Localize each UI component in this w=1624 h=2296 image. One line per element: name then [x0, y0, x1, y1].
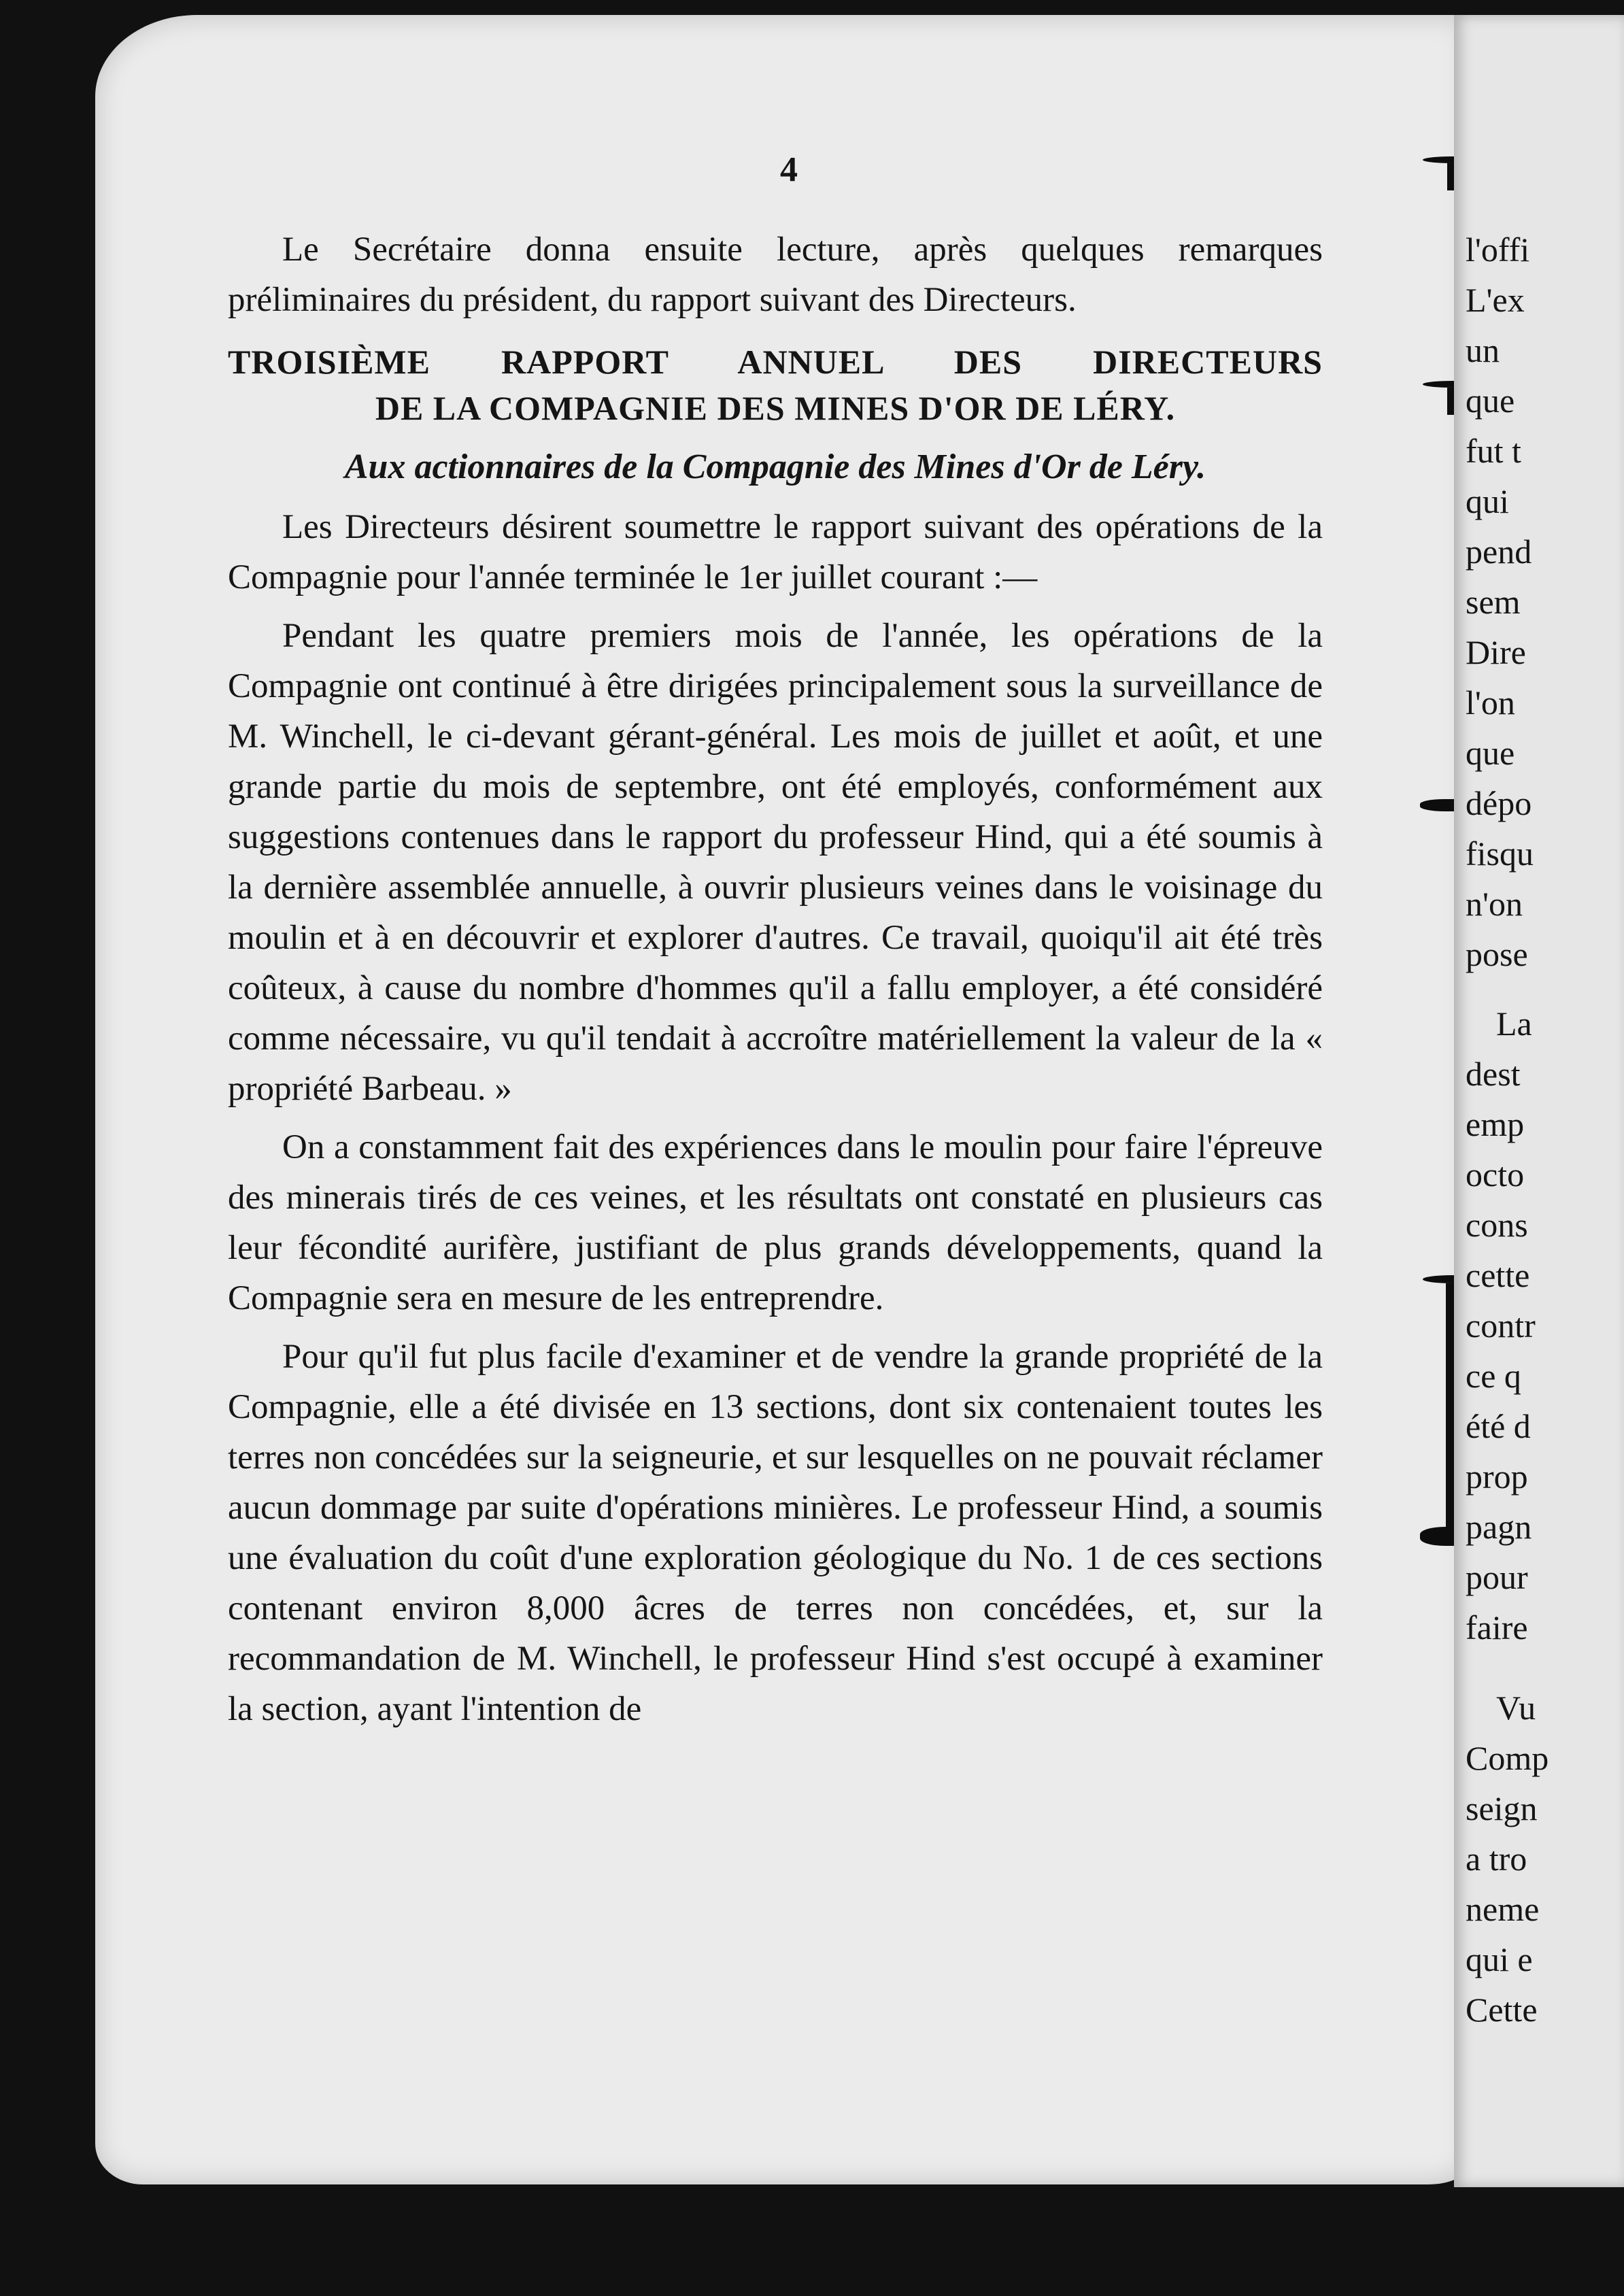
right-page-line: a tro — [1466, 1840, 1527, 1878]
right-page-line: cons — [1466, 1206, 1528, 1244]
right-page-line: faire — [1466, 1608, 1528, 1647]
right-page-line: que — [1466, 382, 1515, 420]
right-page-line: octo — [1466, 1155, 1525, 1194]
right-page-line: Comp — [1466, 1739, 1549, 1777]
intro-paragraph: Le Secrétaire donna ensuite lecture, après quelques remarques préliminaires du président, du rapport suivant des Directeurs. — [228, 231, 1323, 319]
right-page-line: que — [1466, 734, 1515, 772]
right-page-line: fisqu — [1466, 834, 1534, 873]
right-page-line: seign — [1466, 1789, 1538, 1827]
right-page-line: fut t — [1466, 432, 1521, 470]
paragraph-1: Les Directeurs désirent soumettre le rapport suivant des opérations de la Compagnie pour l'année terminée le 1er juillet courant :— — [228, 508, 1323, 596]
right-page-line: un — [1466, 331, 1500, 369]
right-page-line: Dire — [1466, 633, 1526, 671]
right-page-line: dest — [1466, 1055, 1521, 1093]
report-heading — [228, 339, 1323, 431]
right-page-fragment — [1454, 15, 1624, 2187]
right-page-line: sem — [1466, 583, 1521, 621]
right-page-line: emp — [1466, 1105, 1525, 1143]
paragraph-4: Pour qu'il fut plus facile d'examiner et de vendre la grande propriété de la Compagnie, elle a été divisée en 13 sections, dont six contenaient toutes les terres non concédées sur la seigneurie, et sur lesquelles on ne pouvait réclamer aucun dommage par suite d'opérations minières. Le professeur Hind, a soumis une évaluation du coût d'une exploration géologique du No. 1 de ces sections contenant environ 8,000 âcres de terres non concédées, et, sur la recommandation de M. Winchell, le professeur Hind s'est occupé à examiner la section, ayant l'intention de — [228, 1338, 1323, 1728]
right-page-line: été d — [1466, 1407, 1531, 1445]
heading-line-2: DE LA COMPAGNIE DES MINES D'OR DE LÉRY. — [375, 389, 1176, 427]
right-page-line: l'on — [1466, 683, 1515, 722]
right-page-line: pagn — [1466, 1508, 1532, 1546]
right-page-line: ce q — [1466, 1357, 1521, 1395]
paragraph-2: Pendant les quatre premiers mois de l'année, les opérations de la Compagnie ont continué à être dirigées principalement sous la surveillance de M. Winchell, le ci-devant gérant-général. Les mois de juillet et août, et une grande partie du mois de septembre, ont été employés, conformément aux suggestions contenues dans le rapport du professeur Hind, qui a été soumis à la dernière assemblée annuelle, à ouvrir plusieurs veines dans le voisinage du moulin et à en découvrir et explorer d'autres. Ce travail, quoiqu'il ait été très coûteux, à cause du nombre d'hommes qu'il a fallu employer, a été considéré comme nécessaire, vu qu'il tendait à accroître matériellement la valeur de la « propriété Barbeau. » — [228, 617, 1323, 1108]
right-page-line: n'on — [1466, 885, 1523, 923]
right-page-line: qui e — [1466, 1940, 1533, 1978]
right-page-line: L'ex — [1466, 281, 1525, 319]
right-page-line: prop — [1466, 1457, 1528, 1496]
right-page-line: Vu — [1496, 1689, 1536, 1727]
right-page-line: l'offi — [1466, 231, 1530, 269]
right-page-line: Cette — [1466, 1991, 1538, 2029]
right-page-line: pose — [1466, 935, 1528, 973]
right-page-line: La — [1496, 1004, 1532, 1043]
right-page-line: qui — [1466, 482, 1509, 520]
paragraph-3: On a constamment fait des expériences dans le moulin pour faire l'épreuve des minerais tirés de ces veines, et les résultats ont constaté en plusieurs cas leur fécondité aurifère, justifiant de plus grands développements, quand la Compagnie sera en mesure de les entreprendre. — [228, 1128, 1323, 1317]
heading-line-1: TROISIÈME RAPPORT ANNUEL DES DIRECTEURS — [228, 343, 1323, 381]
right-page-line: pour — [1466, 1558, 1528, 1596]
right-page-line: pend — [1466, 533, 1532, 571]
right-page-line: contr — [1466, 1306, 1536, 1345]
right-page-line: cette — [1466, 1256, 1530, 1294]
right-page-line: neme — [1466, 1890, 1540, 1928]
right-page-line: dépo — [1466, 784, 1532, 822]
body-text — [228, 224, 1323, 1742]
page-number: 4 — [780, 150, 798, 189]
salutation: Aux actionnaires de la Compagnie des Mines d'Or de Léry. — [344, 448, 1206, 486]
